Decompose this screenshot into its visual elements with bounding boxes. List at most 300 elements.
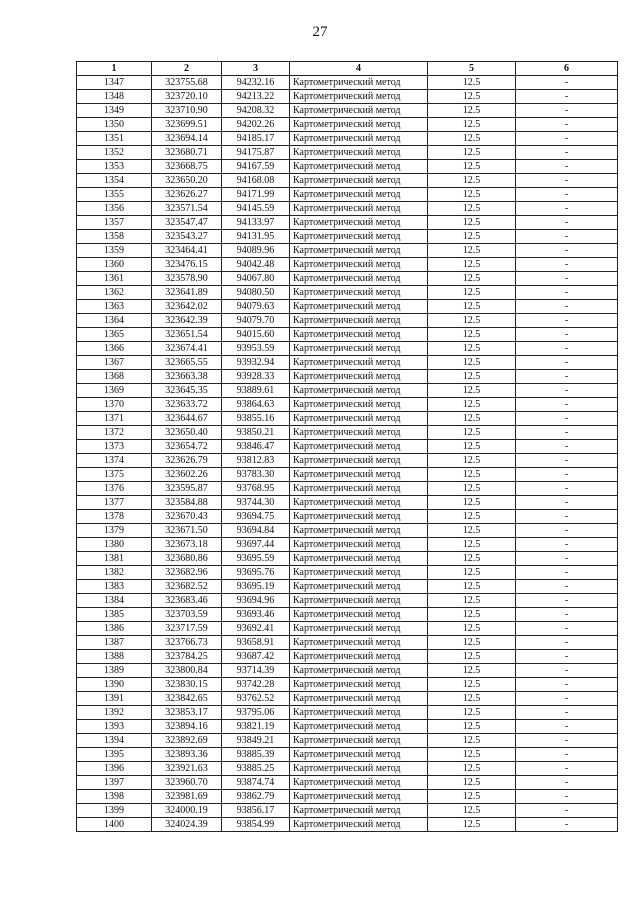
table-row — [77, 328, 618, 342]
note-cell: - — [516, 202, 618, 216]
point-number-cell: 1364 — [77, 314, 152, 328]
table-row — [77, 510, 618, 524]
x-coordinate-cell: 323683.46 — [152, 594, 222, 608]
point-number-cell: 1386 — [77, 622, 152, 636]
note-cell: - — [516, 300, 618, 314]
point-number-cell: 1376 — [77, 482, 152, 496]
column-header: 4 — [290, 62, 428, 76]
method-cell: Картометрический метод — [290, 496, 428, 510]
accuracy-cell: 12.5 — [428, 356, 516, 370]
note-cell: - — [516, 734, 618, 748]
note-cell: - — [516, 496, 618, 510]
note-cell: - — [516, 356, 618, 370]
point-number-cell: 1378 — [77, 510, 152, 524]
accuracy-cell: 12.5 — [428, 706, 516, 720]
method-cell: Картометрический метод — [290, 580, 428, 594]
method-cell: Картометрический метод — [290, 524, 428, 538]
note-cell: - — [516, 622, 618, 636]
y-coordinate-cell: 93885.39 — [222, 748, 290, 762]
point-number-cell: 1400 — [77, 818, 152, 832]
table-row — [77, 272, 618, 286]
x-coordinate-cell: 323960.70 — [152, 776, 222, 790]
method-cell: Картометрический метод — [290, 692, 428, 706]
note-cell: - — [516, 552, 618, 566]
point-number-cell: 1365 — [77, 328, 152, 342]
y-coordinate-cell: 93768.95 — [222, 482, 290, 496]
method-cell: Картометрический метод — [290, 174, 428, 188]
x-coordinate-cell: 323921.63 — [152, 762, 222, 776]
x-coordinate-cell: 323893.36 — [152, 748, 222, 762]
accuracy-cell: 12.5 — [428, 664, 516, 678]
accuracy-cell: 12.5 — [428, 566, 516, 580]
column-header: 2 — [152, 62, 222, 76]
y-coordinate-cell: 93697.44 — [222, 538, 290, 552]
method-cell: Картометрический метод — [290, 468, 428, 482]
accuracy-cell: 12.5 — [428, 286, 516, 300]
table-row — [77, 790, 618, 804]
x-coordinate-cell: 323682.96 — [152, 566, 222, 580]
method-cell: Картометрический метод — [290, 118, 428, 132]
note-cell: - — [516, 692, 618, 706]
x-coordinate-cell: 323547.47 — [152, 216, 222, 230]
y-coordinate-cell: 93874.74 — [222, 776, 290, 790]
y-coordinate-cell: 93694.84 — [222, 524, 290, 538]
point-number-cell: 1358 — [77, 230, 152, 244]
method-cell: Картометрический метод — [290, 146, 428, 160]
point-number-cell: 1368 — [77, 370, 152, 384]
y-coordinate-cell: 93855.16 — [222, 412, 290, 426]
y-coordinate-cell: 93864.63 — [222, 398, 290, 412]
y-coordinate-cell: 93812.83 — [222, 454, 290, 468]
method-cell: Картометрический метод — [290, 356, 428, 370]
note-cell: - — [516, 76, 618, 90]
accuracy-cell: 12.5 — [428, 524, 516, 538]
method-cell: Картометрический метод — [290, 230, 428, 244]
y-coordinate-cell: 94167.59 — [222, 160, 290, 174]
table-row — [77, 370, 618, 384]
note-cell: - — [516, 216, 618, 230]
accuracy-cell: 12.5 — [428, 342, 516, 356]
x-coordinate-cell: 323755.68 — [152, 76, 222, 90]
y-coordinate-cell: 94168.08 — [222, 174, 290, 188]
note-cell: - — [516, 342, 618, 356]
accuracy-cell: 12.5 — [428, 202, 516, 216]
point-number-cell: 1385 — [77, 608, 152, 622]
table-row — [77, 706, 618, 720]
note-cell: - — [516, 720, 618, 734]
x-coordinate-cell: 323641.89 — [152, 286, 222, 300]
accuracy-cell: 12.5 — [428, 90, 516, 104]
y-coordinate-cell: 94079.63 — [222, 300, 290, 314]
coordinates-table — [76, 61, 618, 832]
method-cell: Картометрический метод — [290, 734, 428, 748]
accuracy-cell: 12.5 — [428, 160, 516, 174]
method-cell: Картометрический метод — [290, 342, 428, 356]
point-number-cell: 1353 — [77, 160, 152, 174]
table-row — [77, 608, 618, 622]
accuracy-cell: 12.5 — [428, 314, 516, 328]
y-coordinate-cell: 93856.17 — [222, 804, 290, 818]
y-coordinate-cell: 94042.48 — [222, 258, 290, 272]
accuracy-cell: 12.5 — [428, 104, 516, 118]
y-coordinate-cell: 93821.19 — [222, 720, 290, 734]
table-row — [77, 426, 618, 440]
method-cell: Картометрический метод — [290, 608, 428, 622]
table-row — [77, 146, 618, 160]
table-row — [77, 454, 618, 468]
method-cell: Картометрический метод — [290, 678, 428, 692]
method-cell: Картометрический метод — [290, 706, 428, 720]
method-cell: Картометрический метод — [290, 636, 428, 650]
table-row — [77, 678, 618, 692]
method-cell: Картометрический метод — [290, 328, 428, 342]
point-number-cell: 1351 — [77, 132, 152, 146]
x-coordinate-cell: 323981.69 — [152, 790, 222, 804]
y-coordinate-cell: 94080.50 — [222, 286, 290, 300]
y-coordinate-cell: 93744.30 — [222, 496, 290, 510]
y-coordinate-cell: 93692.41 — [222, 622, 290, 636]
note-cell: - — [516, 328, 618, 342]
point-number-cell: 1361 — [77, 272, 152, 286]
x-coordinate-cell: 323894.16 — [152, 720, 222, 734]
y-coordinate-cell: 94171.99 — [222, 188, 290, 202]
accuracy-cell: 12.5 — [428, 482, 516, 496]
method-cell: Картометрический метод — [290, 510, 428, 524]
point-number-cell: 1372 — [77, 426, 152, 440]
method-cell: Картометрический метод — [290, 384, 428, 398]
table-row — [77, 804, 618, 818]
table-header-row — [77, 62, 618, 76]
note-cell: - — [516, 636, 618, 650]
x-coordinate-cell: 323626.27 — [152, 188, 222, 202]
accuracy-cell: 12.5 — [428, 776, 516, 790]
y-coordinate-cell: 93885.25 — [222, 762, 290, 776]
accuracy-cell: 12.5 — [428, 216, 516, 230]
point-number-cell: 1379 — [77, 524, 152, 538]
method-cell: Картометрический метод — [290, 286, 428, 300]
accuracy-cell: 12.5 — [428, 146, 516, 160]
table-row — [77, 636, 618, 650]
point-number-cell: 1375 — [77, 468, 152, 482]
note-cell: - — [516, 538, 618, 552]
accuracy-cell: 12.5 — [428, 412, 516, 426]
point-number-cell: 1363 — [77, 300, 152, 314]
note-cell: - — [516, 608, 618, 622]
method-cell: Картометрический метод — [290, 314, 428, 328]
y-coordinate-cell: 93928.33 — [222, 370, 290, 384]
note-cell: - — [516, 818, 618, 832]
method-cell: Картометрический метод — [290, 482, 428, 496]
method-cell: Картометрический метод — [290, 244, 428, 258]
table-row — [77, 412, 618, 426]
x-coordinate-cell: 323571.54 — [152, 202, 222, 216]
note-cell: - — [516, 118, 618, 132]
method-cell: Картометрический метод — [290, 804, 428, 818]
table-row — [77, 356, 618, 370]
point-number-cell: 1397 — [77, 776, 152, 790]
method-cell: Картометрический метод — [290, 132, 428, 146]
accuracy-cell: 12.5 — [428, 230, 516, 244]
x-coordinate-cell: 323710.90 — [152, 104, 222, 118]
note-cell: - — [516, 412, 618, 426]
note-cell: - — [516, 384, 618, 398]
note-cell: - — [516, 524, 618, 538]
y-coordinate-cell: 93795.06 — [222, 706, 290, 720]
y-coordinate-cell: 93850.21 — [222, 426, 290, 440]
note-cell: - — [516, 440, 618, 454]
note-cell: - — [516, 90, 618, 104]
point-number-cell: 1392 — [77, 706, 152, 720]
accuracy-cell: 12.5 — [428, 132, 516, 146]
accuracy-cell: 12.5 — [428, 804, 516, 818]
method-cell: Картометрический метод — [290, 748, 428, 762]
accuracy-cell: 12.5 — [428, 300, 516, 314]
note-cell: - — [516, 244, 618, 258]
method-cell: Картометрический метод — [290, 258, 428, 272]
note-cell: - — [516, 230, 618, 244]
table-row — [77, 664, 618, 678]
point-number-cell: 1357 — [77, 216, 152, 230]
table-row — [77, 692, 618, 706]
note-cell: - — [516, 426, 618, 440]
table-row — [77, 552, 618, 566]
table-row — [77, 300, 618, 314]
method-cell: Картометрический метод — [290, 440, 428, 454]
point-number-cell: 1390 — [77, 678, 152, 692]
accuracy-cell: 12.5 — [428, 720, 516, 734]
method-cell: Картометрический метод — [290, 538, 428, 552]
y-coordinate-cell: 93889.61 — [222, 384, 290, 398]
point-number-cell: 1374 — [77, 454, 152, 468]
y-coordinate-cell: 94131.95 — [222, 230, 290, 244]
table-row — [77, 538, 618, 552]
table-row — [77, 482, 618, 496]
x-coordinate-cell: 323642.39 — [152, 314, 222, 328]
table-row — [77, 76, 618, 90]
note-cell: - — [516, 706, 618, 720]
note-cell: - — [516, 286, 618, 300]
method-cell: Картометрический метод — [290, 790, 428, 804]
table-row — [77, 440, 618, 454]
table-row — [77, 160, 618, 174]
accuracy-cell: 12.5 — [428, 762, 516, 776]
point-number-cell: 1350 — [77, 118, 152, 132]
y-coordinate-cell: 94133.97 — [222, 216, 290, 230]
method-cell: Картометрический метод — [290, 426, 428, 440]
table-row — [77, 580, 618, 594]
point-number-cell: 1381 — [77, 552, 152, 566]
table-row — [77, 286, 618, 300]
table-body — [77, 76, 618, 832]
method-cell: Картометрический метод — [290, 566, 428, 580]
method-cell: Картометрический метод — [290, 818, 428, 832]
accuracy-cell: 12.5 — [428, 678, 516, 692]
method-cell: Картометрический метод — [290, 76, 428, 90]
accuracy-cell: 12.5 — [428, 790, 516, 804]
x-coordinate-cell: 323645.35 — [152, 384, 222, 398]
x-coordinate-cell: 323694.14 — [152, 132, 222, 146]
accuracy-cell: 12.5 — [428, 258, 516, 272]
accuracy-cell: 12.5 — [428, 818, 516, 832]
accuracy-cell: 12.5 — [428, 426, 516, 440]
x-coordinate-cell: 323670.43 — [152, 510, 222, 524]
y-coordinate-cell: 93695.76 — [222, 566, 290, 580]
table-row — [77, 342, 618, 356]
point-number-cell: 1383 — [77, 580, 152, 594]
accuracy-cell: 12.5 — [428, 552, 516, 566]
method-cell: Картометрический метод — [290, 398, 428, 412]
y-coordinate-cell: 94185.17 — [222, 132, 290, 146]
point-number-cell: 1371 — [77, 412, 152, 426]
table-row — [77, 594, 618, 608]
x-coordinate-cell: 323682.52 — [152, 580, 222, 594]
table-row — [77, 230, 618, 244]
note-cell: - — [516, 804, 618, 818]
note-cell: - — [516, 510, 618, 524]
x-coordinate-cell: 323671.50 — [152, 524, 222, 538]
point-number-cell: 1398 — [77, 790, 152, 804]
y-coordinate-cell: 93694.75 — [222, 510, 290, 524]
note-cell: - — [516, 776, 618, 790]
x-coordinate-cell: 323650.40 — [152, 426, 222, 440]
method-cell: Картометрический метод — [290, 622, 428, 636]
y-coordinate-cell: 93783.30 — [222, 468, 290, 482]
note-cell: - — [516, 748, 618, 762]
note-cell: - — [516, 678, 618, 692]
point-number-cell: 1367 — [77, 356, 152, 370]
point-number-cell: 1370 — [77, 398, 152, 412]
point-number-cell: 1389 — [77, 664, 152, 678]
method-cell: Картометрический метод — [290, 104, 428, 118]
accuracy-cell: 12.5 — [428, 496, 516, 510]
note-cell: - — [516, 370, 618, 384]
note-cell: - — [516, 160, 618, 174]
x-coordinate-cell: 323717.59 — [152, 622, 222, 636]
y-coordinate-cell: 94067.80 — [222, 272, 290, 286]
table-row — [77, 244, 618, 258]
x-coordinate-cell: 323595.87 — [152, 482, 222, 496]
note-cell: - — [516, 566, 618, 580]
method-cell: Картометрический метод — [290, 90, 428, 104]
table-row — [77, 132, 618, 146]
note-cell: - — [516, 762, 618, 776]
point-number-cell: 1382 — [77, 566, 152, 580]
accuracy-cell: 12.5 — [428, 650, 516, 664]
note-cell: - — [516, 790, 618, 804]
accuracy-cell: 12.5 — [428, 748, 516, 762]
note-cell: - — [516, 146, 618, 160]
table-row — [77, 216, 618, 230]
note-cell: - — [516, 174, 618, 188]
y-coordinate-cell: 93854.99 — [222, 818, 290, 832]
accuracy-cell: 12.5 — [428, 510, 516, 524]
point-number-cell: 1380 — [77, 538, 152, 552]
accuracy-cell: 12.5 — [428, 594, 516, 608]
note-cell: - — [516, 580, 618, 594]
table-row — [77, 650, 618, 664]
note-cell: - — [516, 650, 618, 664]
y-coordinate-cell: 93695.59 — [222, 552, 290, 566]
x-coordinate-cell: 323642.02 — [152, 300, 222, 314]
x-coordinate-cell: 323892.69 — [152, 734, 222, 748]
method-cell: Картометрический метод — [290, 650, 428, 664]
table-row — [77, 188, 618, 202]
x-coordinate-cell: 323766.73 — [152, 636, 222, 650]
y-coordinate-cell: 93862.79 — [222, 790, 290, 804]
table-row — [77, 720, 618, 734]
note-cell: - — [516, 454, 618, 468]
y-coordinate-cell: 94175.87 — [222, 146, 290, 160]
x-coordinate-cell: 323680.71 — [152, 146, 222, 160]
accuracy-cell: 12.5 — [428, 580, 516, 594]
method-cell: Картометрический метод — [290, 454, 428, 468]
accuracy-cell: 12.5 — [428, 174, 516, 188]
method-cell: Картометрический метод — [290, 202, 428, 216]
accuracy-cell: 12.5 — [428, 622, 516, 636]
note-cell: - — [516, 468, 618, 482]
point-number-cell: 1384 — [77, 594, 152, 608]
x-coordinate-cell: 323699.51 — [152, 118, 222, 132]
table-row — [77, 118, 618, 132]
method-cell: Картометрический метод — [290, 762, 428, 776]
note-cell: - — [516, 258, 618, 272]
table-row — [77, 104, 618, 118]
table-row — [77, 258, 618, 272]
point-number-cell: 1394 — [77, 734, 152, 748]
method-cell: Картометрический метод — [290, 188, 428, 202]
point-number-cell: 1356 — [77, 202, 152, 216]
accuracy-cell: 12.5 — [428, 370, 516, 384]
x-coordinate-cell: 323842.65 — [152, 692, 222, 706]
y-coordinate-cell: 94015.60 — [222, 328, 290, 342]
accuracy-cell: 12.5 — [428, 636, 516, 650]
y-coordinate-cell: 93695.19 — [222, 580, 290, 594]
method-cell: Картометрический метод — [290, 720, 428, 734]
page-number: 27 — [312, 24, 328, 40]
accuracy-cell: 12.5 — [428, 734, 516, 748]
point-number-cell: 1395 — [77, 748, 152, 762]
x-coordinate-cell: 323578.90 — [152, 272, 222, 286]
y-coordinate-cell: 94208.32 — [222, 104, 290, 118]
x-coordinate-cell: 323654.72 — [152, 440, 222, 454]
x-coordinate-cell: 323680.86 — [152, 552, 222, 566]
y-coordinate-cell: 93694.96 — [222, 594, 290, 608]
table-row — [77, 314, 618, 328]
point-number-cell: 1396 — [77, 762, 152, 776]
y-coordinate-cell: 93693.46 — [222, 608, 290, 622]
table-row — [77, 776, 618, 790]
method-cell: Картометрический метод — [290, 664, 428, 678]
y-coordinate-cell: 94213.22 — [222, 90, 290, 104]
accuracy-cell: 12.5 — [428, 608, 516, 622]
point-number-cell: 1348 — [77, 90, 152, 104]
y-coordinate-cell: 93687.42 — [222, 650, 290, 664]
x-coordinate-cell: 324024.39 — [152, 818, 222, 832]
x-coordinate-cell: 323644.67 — [152, 412, 222, 426]
method-cell: Картометрический метод — [290, 594, 428, 608]
column-header: 3 — [222, 62, 290, 76]
note-cell: - — [516, 664, 618, 678]
x-coordinate-cell: 323650.20 — [152, 174, 222, 188]
table-row — [77, 748, 618, 762]
method-cell: Картометрический метод — [290, 160, 428, 174]
y-coordinate-cell: 93849.21 — [222, 734, 290, 748]
accuracy-cell: 12.5 — [428, 398, 516, 412]
note-cell: - — [516, 272, 618, 286]
point-number-cell: 1387 — [77, 636, 152, 650]
y-coordinate-cell: 94079.70 — [222, 314, 290, 328]
note-cell: - — [516, 188, 618, 202]
